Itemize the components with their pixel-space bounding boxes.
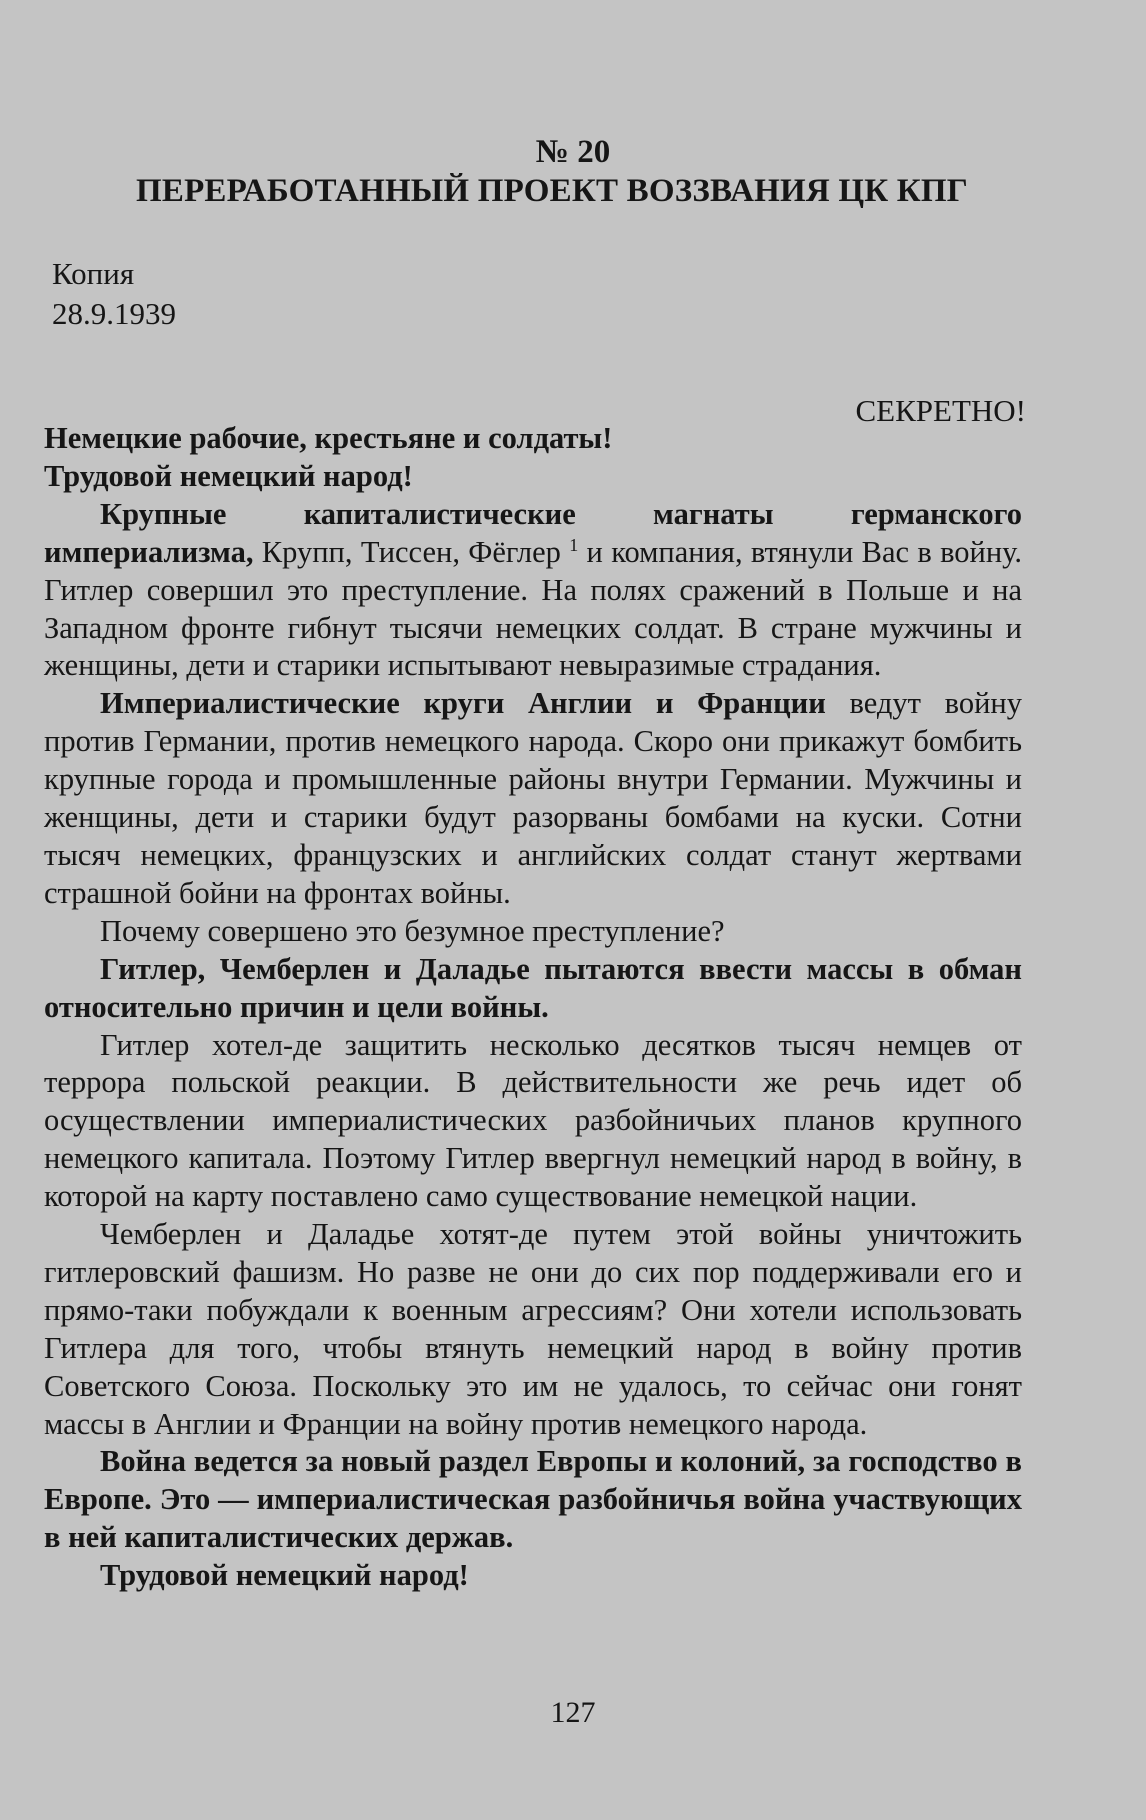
paragraph-closing-address [44, 1557, 1022, 1595]
document-body [44, 420, 1022, 1595]
paragraph-question: Почему совершено это безумное преступление? [100, 913, 725, 948]
copy-label: Копия [52, 256, 135, 291]
address-line: Немецкие рабочие, крестьяне и солдаты! [44, 421, 613, 455]
imperialists-text: ведут войну против Германии, против немецкого народа. Скоро они прикажут бомбить крупные города и промышленные районы внутри Германии. Мужчины и женщины, дети и старики будут разорваны бомбами на куски. Сотни тысяч немецких, французских и английских солдат станут жертвами страшной бойни на фронтах войны. [44, 686, 1023, 910]
paragraph-chamberlain: Чемберлен и Даладье хотят-де путем этой войны уничтожить гитлеровский фашизм. Но разве не они до сих пор поддерживали его и прямо-таки побуждали к военным агрессиям? Они хотели использовать Гитлера для того, чтобы втянуть немецкий народ в войну против Советского Союза. Поскольку это им не удалось, то сейчас они гонят массы в Англии и Франции на войну против немецкого народа. [44, 1217, 1022, 1441]
paragraph-magnates [44, 496, 1022, 686]
page-number: 127 [550, 1696, 596, 1729]
magnates-text-a: Крупп, Тиссен, Фёглер [253, 534, 570, 569]
document-number: № 20 [535, 134, 611, 170]
closing-address-bold: Трудовой немецкий народ! [100, 1558, 469, 1593]
paragraph-hitler: Гитлер хотел-де защитить несколько десятков тысяч немцев от террора польской реакции. В действительности же речь идет об осуществлении империалистических разбойничьих планов крупного немецкого капитала. Поэтому Гитлер ввергнул немецкий народ в войну, в которой на карту поставлено само существование немецкой нации. [44, 1027, 1022, 1214]
secret-stamp: СЕКРЕТНО! [855, 393, 1026, 428]
paragraph-address [44, 420, 1022, 458]
footnote-marker: 1 [569, 534, 579, 555]
magnates-text-b: и компания, втянули Вас в войну. Гитлер совершил это преступление. На полях сражений в Польше и на Западном фронте гибнут тысячи немецких солдат. В стране мужчины и женщины, дети и старики испытывают невыразимые страдания. [44, 534, 1022, 683]
document-date: 28.9.1939 [52, 296, 176, 331]
war-bold: Война ведется за новый раздел Европы и колоний, за господство в Европе. Это — империалистическая разбойничья война участвующих в ней капиталистических держав. [44, 1444, 1022, 1555]
document-title: ПЕРЕРАБОТАННЫЙ ПРОЕКТ ВОЗЗВАНИЯ ЦК КПГ [136, 173, 968, 209]
deception-bold: Гитлер, Чемберлен и Даладье пытаются ввести массы в обман относительно причин и цели войны. [44, 951, 1022, 1024]
paragraph-imperialists [44, 685, 1022, 912]
address-line-2: Трудовой немецкий народ! [44, 458, 413, 493]
paragraph-war [44, 1443, 1022, 1557]
magnates-bold: Крупные капиталистические магнаты германского империализма, [44, 496, 1022, 569]
paragraph-deception [44, 951, 1022, 1027]
paragraph-address-2 [44, 458, 1022, 496]
imperialists-bold: Империалистические круги Англии и Франции [100, 686, 826, 721]
